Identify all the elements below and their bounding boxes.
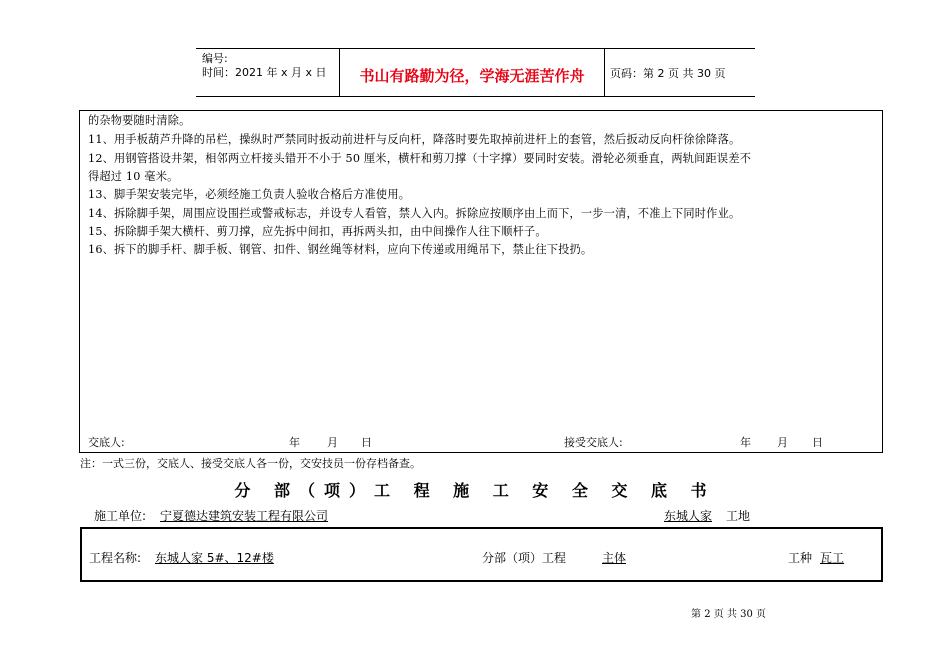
receiver-month: 月: [777, 436, 788, 449]
content-line: 16、拆下的脚手杆、脚手板、钢管、扣件、钢丝绳等材料，应向下传递或用绳吊下，禁止往下投扔。: [88, 243, 593, 256]
content-line: 的杂物要随时清除。: [88, 114, 191, 127]
header-meta: [196, 49, 339, 96]
project-name-label: 工程名称:: [89, 551, 142, 565]
content-line: 12、用钢管搭设井架，相邻两立杆接头错开不小于 50 厘米，横杆和剪刀撑（十字撑）要同时安装。滑轮必须垂直，两轨间距误差不: [88, 152, 752, 165]
form-title: 分 部（项）工 程 施 工 安 全 交 底 书: [234, 481, 716, 500]
header-page-cell: [604, 49, 754, 96]
handover-person-label: 交底人:: [88, 436, 125, 449]
document-number-label: 编号:: [202, 52, 228, 65]
site-suffix: 工地: [726, 509, 751, 523]
copies-note: 注：一式三份，交底人、接受交底人各一份，交安技员一份存档备查。: [80, 457, 421, 470]
content-line: 15、拆除脚手架大横杆、剪刀撑，应先拆中间扣，再拆两头扣，由中间操作人往下顺杆子。: [88, 225, 547, 238]
content-line: 得超过 10 毫米。: [88, 170, 179, 183]
receiver-person-label: 接受交底人:: [564, 436, 623, 449]
page-footer: 第 2 页 共 30 页: [691, 609, 766, 620]
content-box: [79, 110, 883, 453]
header-page-number: 页码：第 2 页 共 30 页: [610, 67, 726, 80]
header-motto: 书山有路勤为径，学海无涯苦作舟: [359, 67, 585, 85]
subproject-value: 主体: [601, 551, 626, 565]
header-motto-cell: [339, 49, 605, 96]
construction-unit-label: 施工单位:: [94, 509, 147, 523]
site-name: 东城人家: [664, 509, 713, 523]
trade-value: 瓦工: [820, 551, 845, 565]
content-line: 13、脚手架安装完毕，必须经施工负责人验收合格后方准使用。: [88, 188, 411, 201]
project-info-inner: [81, 528, 882, 581]
handover-day: 日: [361, 436, 372, 449]
content-line: 11、用手板葫芦升降的吊栏，操纵时严禁同时扳动前进杆与反向杆，降落时要先取掉前进杆上的套管，然后扳动反向杆徐徐降落。: [88, 133, 741, 146]
project-name-value: 东城人家 5#、12#楼: [155, 551, 274, 565]
construction-unit-value: 宁夏德达建筑安装工程有限公司: [160, 509, 329, 523]
content-line: 14、拆除脚手架，周围应设围拦或警戒标志，并设专人看管，禁人入内。拆除应按顺序由上而下，一步一清，不准上下同时作业。: [88, 207, 741, 220]
page-header: [196, 48, 755, 97]
project-info-box: [80, 527, 883, 582]
handover-month: 月: [327, 436, 338, 449]
trade-label: 工种: [788, 551, 813, 565]
subproject-label: 分部（项）工程: [482, 551, 567, 565]
handover-year: 年: [289, 436, 300, 449]
receiver-year: 年: [740, 436, 751, 449]
receiver-day: 日: [812, 436, 823, 449]
document-time-label: 时间：2021 年 x 月 x 日: [202, 66, 327, 79]
